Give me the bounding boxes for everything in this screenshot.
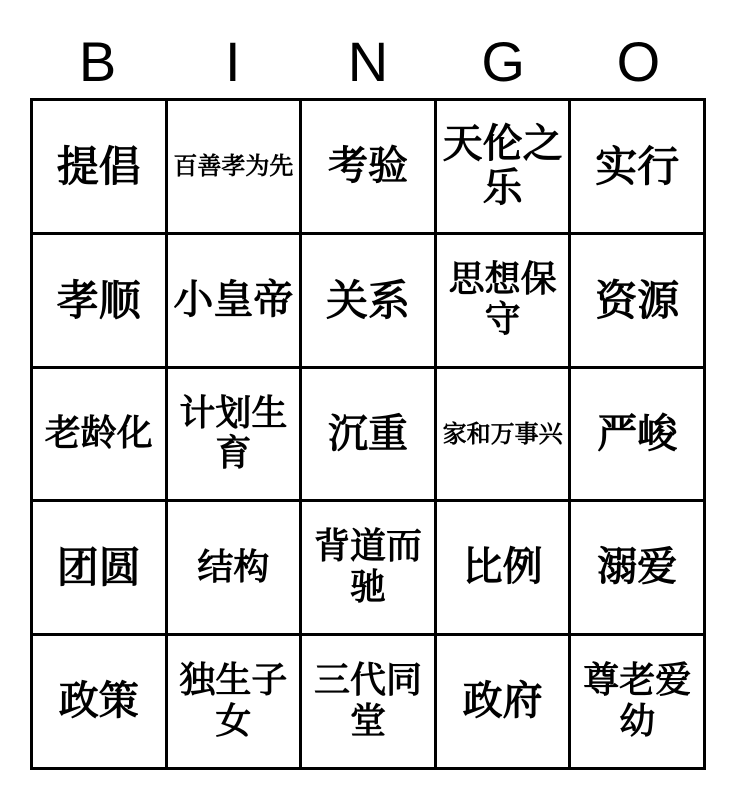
bingo-cell[interactable] xyxy=(168,101,303,235)
bingo-cell-text: 结构 xyxy=(197,546,270,588)
bingo-cell[interactable] xyxy=(33,369,168,503)
bingo-cell[interactable] xyxy=(571,636,706,770)
bingo-cell-text: 政府 xyxy=(462,678,543,725)
bingo-header-letter-n: N xyxy=(347,30,389,93)
bingo-header-letter-g: G xyxy=(481,30,525,93)
bingo-cell[interactable] xyxy=(168,636,303,770)
bingo-header-letter-o: O xyxy=(616,30,661,93)
bingo-cell[interactable] xyxy=(437,235,572,369)
bingo-cell[interactable] xyxy=(168,502,303,636)
bingo-cell[interactable] xyxy=(33,235,168,369)
bingo-cell[interactable] xyxy=(33,636,168,770)
bingo-cell[interactable] xyxy=(302,101,437,235)
bingo-cell[interactable] xyxy=(571,101,706,235)
bingo-cell[interactable] xyxy=(33,502,168,636)
bingo-cell[interactable] xyxy=(437,502,572,636)
bingo-cell-text: 沉重 xyxy=(327,410,408,457)
bingo-cell[interactable] xyxy=(437,101,572,235)
bingo-cell[interactable] xyxy=(437,636,572,770)
bingo-cell[interactable] xyxy=(168,369,303,503)
bingo-cell-text: 团圆 xyxy=(56,543,141,593)
bingo-cell-text: 思想保守 xyxy=(448,258,557,341)
bingo-cell-text: 尊老爱幼 xyxy=(583,660,692,742)
bingo-cell[interactable] xyxy=(302,235,437,369)
bingo-cell[interactable] xyxy=(302,369,437,503)
bingo-cell[interactable] xyxy=(571,502,706,636)
bingo-cell-text: 孝顺 xyxy=(56,275,141,325)
bingo-header-letter-b: B xyxy=(78,30,117,93)
bingo-cell-text: 天伦之乐 xyxy=(442,120,563,212)
bingo-cell-text: 政策 xyxy=(58,678,139,725)
bingo-cell-text: 独生子女 xyxy=(179,660,288,742)
bingo-cell-text: 严峻 xyxy=(597,410,678,457)
bingo-cell[interactable] xyxy=(571,369,706,503)
bingo-header-letter-i: I xyxy=(225,30,241,93)
bingo-cell[interactable] xyxy=(302,636,437,770)
bingo-cell-text: 计划生育 xyxy=(179,392,288,474)
bingo-cell-text: 提倡 xyxy=(56,141,141,191)
bingo-grid xyxy=(30,98,706,770)
bingo-cell[interactable] xyxy=(168,235,303,369)
bingo-header xyxy=(30,26,706,98)
bingo-cell-text: 溺爱 xyxy=(597,544,678,591)
bingo-cell-text: 关系 xyxy=(325,275,410,325)
bingo-cell[interactable] xyxy=(302,502,437,636)
bingo-cell-text: 老龄化 xyxy=(44,412,153,454)
bingo-cell-text: 家和万事兴 xyxy=(442,419,563,448)
bingo-cell-text: 百善孝为先 xyxy=(173,151,294,180)
bingo-cell-text: 背道而驰 xyxy=(313,526,422,608)
bingo-cell-text: 考验 xyxy=(327,143,408,189)
bingo-cell-text: 资源 xyxy=(595,275,680,325)
bingo-cell-text: 小皇帝 xyxy=(173,276,294,323)
bingo-cell[interactable] xyxy=(571,235,706,369)
bingo-cell-text: 实行 xyxy=(595,141,680,191)
bingo-cell[interactable] xyxy=(33,101,168,235)
bingo-cell-text: 比例 xyxy=(462,544,543,591)
bingo-cell-text: 三代同堂 xyxy=(313,660,422,742)
bingo-cell[interactable] xyxy=(437,369,572,503)
